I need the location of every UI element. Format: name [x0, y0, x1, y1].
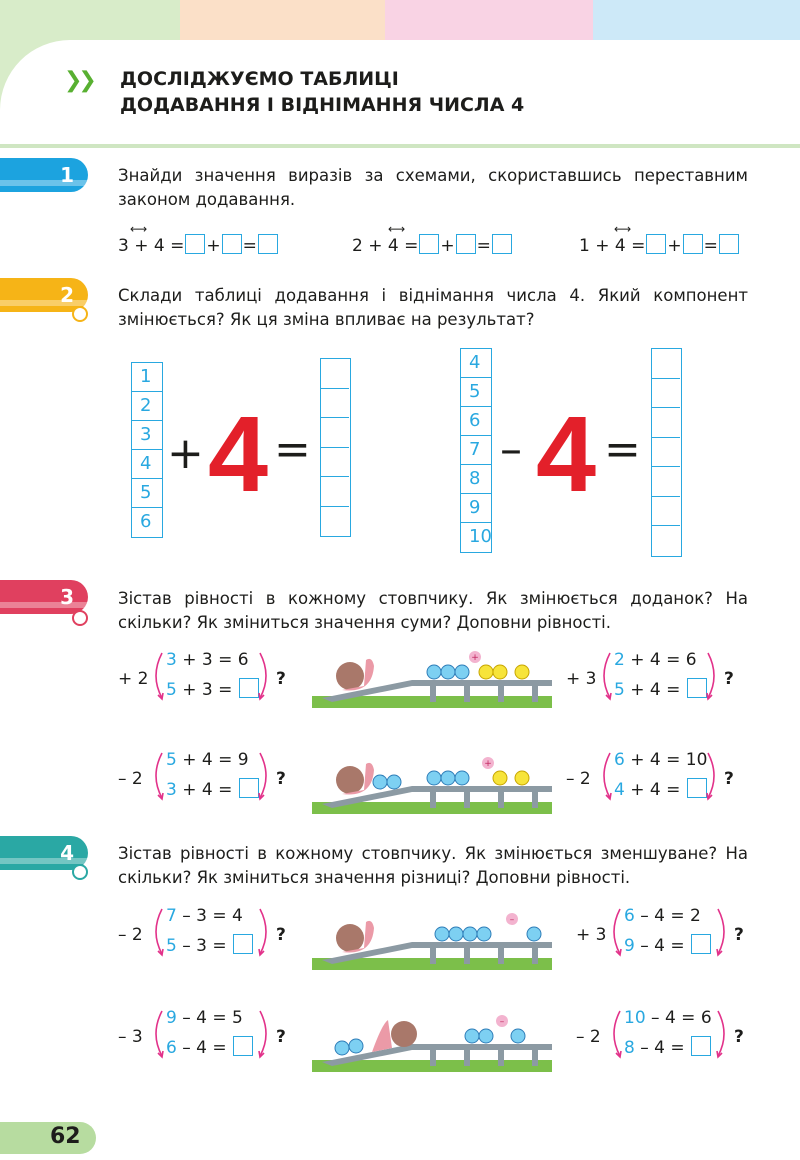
group-operation: – 2: [576, 1027, 601, 1047]
answer-box[interactable]: [652, 526, 680, 556]
snail-bridge-illustration: [312, 646, 552, 708]
task4-equation-group: [118, 906, 288, 966]
right-bracket-arrow: [706, 750, 720, 802]
answer-box[interactable]: [652, 497, 680, 527]
bottom-equation: 5 + 4 =: [614, 678, 708, 700]
equals-sign: =: [274, 424, 311, 475]
snail-bridge-illustration: [312, 752, 552, 814]
task-2-text: Склади таблиці додавання і віднімання числа 4. Який компонент змінюється? Як ця зміна впливає на результат?: [118, 286, 748, 329]
left-bracket-arrow: [598, 750, 612, 802]
question-mark: ?: [276, 1027, 286, 1047]
chevron-double-icon: ❯❯: [64, 68, 93, 93]
bottom-equation: 6 – 4 =: [166, 1036, 254, 1058]
answer-box[interactable]: [258, 234, 278, 254]
top-equation: 6 – 4 = 2: [624, 906, 701, 926]
question-mark: ?: [276, 769, 286, 789]
top-equation: 10 – 4 = 6: [624, 1008, 712, 1028]
right-bracket-arrow: [258, 750, 272, 802]
answer-box[interactable]: [691, 934, 711, 954]
task3-equation-group: [118, 650, 288, 710]
task-2-number: 2: [60, 283, 74, 307]
task-1-number: 1: [60, 163, 74, 187]
swap-arrow-icon: ⟷: [388, 222, 406, 236]
task-1-tab: [0, 158, 88, 192]
right-bracket-arrow: [706, 650, 720, 702]
answer-box[interactable]: [222, 234, 242, 254]
task-1-expr-3: 1 + 4 = + =: [579, 234, 740, 256]
sub-answer-column: [651, 348, 682, 557]
task-1-expr-1: 3 + 4 = + =: [118, 234, 279, 256]
answer-box[interactable]: [646, 234, 666, 254]
answer-box[interactable]: [691, 1036, 711, 1056]
snail-bridge-illustration: [312, 1010, 552, 1072]
task-1-text: Знайди значення виразів за схемами, скориставшись переставним законом додавання.: [118, 166, 748, 209]
snail-bridge-illustration: [312, 908, 552, 970]
task3-equation-group: [566, 750, 736, 810]
left-bracket-arrow: [608, 1008, 622, 1060]
question-mark: ?: [276, 669, 286, 689]
add-operand-column: 1 2 3 4 5 6: [131, 362, 163, 538]
svg-text:–: –: [509, 915, 515, 925]
magnifier-icon: [72, 610, 88, 626]
group-operation: – 2: [118, 769, 143, 789]
top-equation: 7 – 3 = 4: [166, 906, 243, 926]
answer-box[interactable]: [419, 234, 439, 254]
answer-box[interactable]: [233, 1036, 253, 1056]
answer-box[interactable]: [652, 349, 680, 379]
task3-equation-group: [118, 750, 288, 810]
right-bracket-arrow: [258, 650, 272, 702]
right-bracket-arrow: [258, 1008, 272, 1060]
task-1-expr-2: 2 + 4 = + =: [352, 234, 513, 256]
svg-text:–: –: [499, 1017, 505, 1027]
answer-box[interactable]: [683, 234, 703, 254]
swap-arrow-icon: ⟷: [130, 222, 148, 236]
answer-box[interactable]: [719, 234, 739, 254]
header-divider: [0, 144, 800, 148]
page-number-bar: [0, 1122, 96, 1154]
group-operation: + 3: [566, 669, 597, 689]
answer-box[interactable]: [321, 477, 349, 507]
top-equation: 2 + 4 = 6: [614, 650, 697, 670]
bottom-equation: 9 – 4 =: [624, 934, 712, 956]
left-bracket-arrow: [608, 906, 622, 958]
bottom-equation: 5 + 3 =: [166, 678, 260, 700]
plus-sign: +: [167, 428, 204, 479]
task-4-number: 4: [60, 841, 74, 865]
top-equation: 3 + 3 = 6: [166, 650, 249, 670]
question-mark: ?: [276, 925, 286, 945]
minus-sign: –: [500, 424, 522, 475]
answer-box[interactable]: [321, 389, 349, 419]
group-operation: + 3: [576, 925, 607, 945]
answer-box[interactable]: [687, 678, 707, 698]
bottom-equation: 5 – 3 =: [166, 934, 254, 956]
answer-box[interactable]: [652, 467, 680, 497]
big-four: 4: [208, 393, 269, 514]
question-mark: ?: [724, 769, 734, 789]
group-operation: – 2: [566, 769, 591, 789]
question-mark: ?: [734, 1027, 744, 1047]
svg-text:+: +: [484, 759, 492, 769]
task-3-number: 3: [60, 585, 74, 609]
group-operation: – 2: [118, 925, 143, 945]
answer-box[interactable]: [239, 778, 259, 798]
bottom-equation: 8 – 4 =: [624, 1036, 712, 1058]
magnifier-icon: [72, 864, 88, 880]
task4-equation-group: [576, 906, 746, 966]
title-line-2: ДОДАВАННЯ І ВІДНІМАННЯ ЧИСЛА 4: [120, 94, 525, 116]
question-mark: ?: [734, 925, 744, 945]
right-bracket-arrow: [258, 906, 272, 958]
group-operation: + 2: [118, 669, 149, 689]
answer-box[interactable]: [239, 678, 259, 698]
magnifier-icon: [72, 306, 88, 322]
answer-box[interactable]: [321, 448, 349, 478]
left-bracket-arrow: [150, 906, 164, 958]
answer-box[interactable]: [233, 934, 253, 954]
top-equation: 6 + 4 = 10: [614, 750, 708, 770]
answer-box[interactable]: [321, 359, 349, 389]
plus-badge: +: [471, 653, 479, 663]
task4-equation-group: [576, 1008, 746, 1068]
task-3-tab: [0, 580, 88, 614]
task-4-text: Зістав рівності в кожному стовпчику. Як змінюється зменшуване? На скільки? Як зміниться значення різниці? Доповни рівності.: [118, 844, 748, 887]
top-equation: 5 + 4 = 9: [166, 750, 249, 770]
equals-sign: =: [604, 424, 641, 475]
left-bracket-arrow: [598, 650, 612, 702]
answer-box[interactable]: [652, 438, 680, 468]
task-3-text: Зістав рівності в кожному стовпчику. Як змінюється доданок? На скільки? Як зміниться значення суми? Доповни рівності.: [118, 589, 748, 632]
answer-box[interactable]: [492, 234, 512, 254]
add-answer-column: [320, 358, 351, 537]
task3-equation-group: [566, 650, 736, 710]
answer-box[interactable]: [321, 507, 349, 537]
swap-arrow-icon: ⟷: [614, 222, 632, 236]
question-mark: ?: [724, 669, 734, 689]
big-four: 4: [536, 393, 597, 514]
top-color-bands: [0, 0, 800, 40]
task4-equation-group: [118, 1008, 288, 1068]
answer-box[interactable]: [456, 234, 476, 254]
page-number: 62: [50, 1124, 81, 1149]
left-bracket-arrow: [150, 750, 164, 802]
answer-box[interactable]: [652, 408, 680, 438]
sub-operand-column: 4 5 6 7 8 9 10: [460, 348, 492, 553]
group-operation: – 3: [118, 1027, 143, 1047]
bottom-equation: 4 + 4 =: [614, 778, 708, 800]
page-title: [120, 66, 524, 118]
left-bracket-arrow: [150, 1008, 164, 1060]
bottom-equation: 3 + 4 =: [166, 778, 260, 800]
answer-box[interactable]: [321, 418, 349, 448]
title-line-1: ДОСЛІДЖУЄМО ТАБЛИЦІ: [120, 68, 399, 90]
answer-box[interactable]: [185, 234, 205, 254]
right-bracket-arrow: [716, 906, 730, 958]
top-equation: 9 – 4 = 5: [166, 1008, 243, 1028]
right-bracket-arrow: [716, 1008, 730, 1060]
answer-box[interactable]: [687, 778, 707, 798]
left-bracket-arrow: [150, 650, 164, 702]
answer-box[interactable]: [652, 379, 680, 409]
